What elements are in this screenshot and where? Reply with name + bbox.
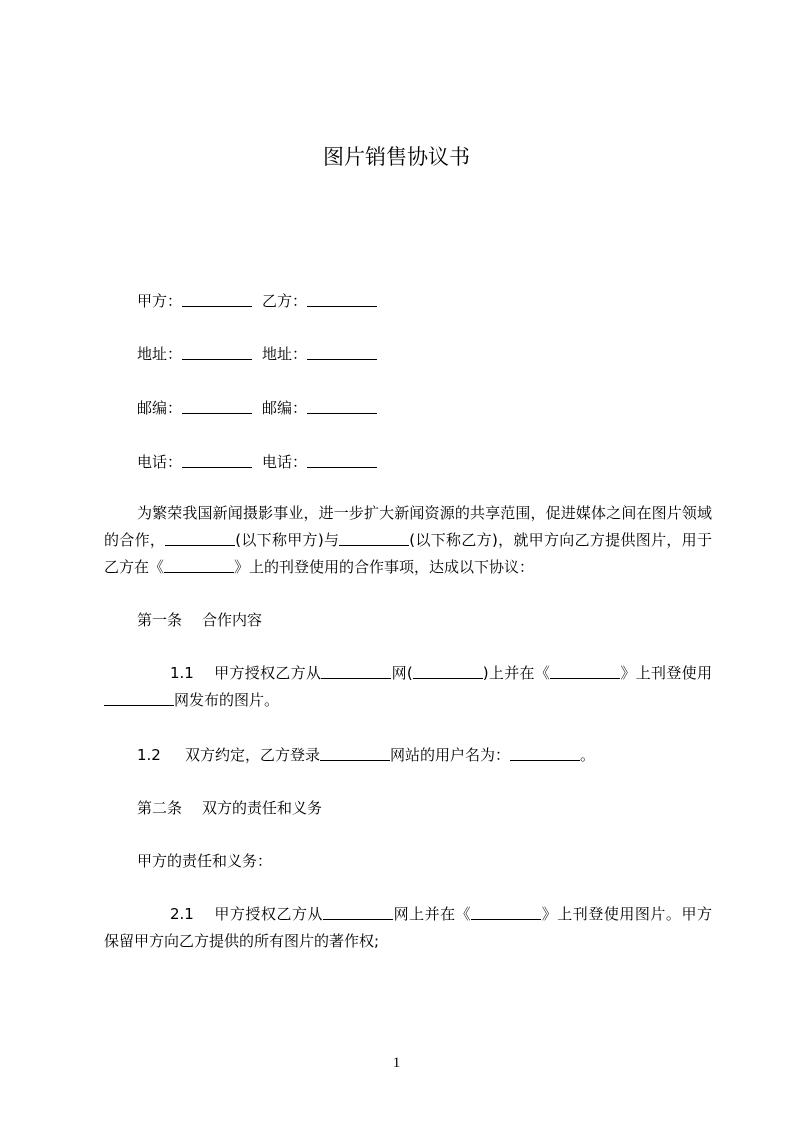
blank [307, 345, 377, 360]
blank [182, 453, 252, 468]
clause-text: 甲方授权乙方从 [213, 664, 322, 682]
party-line-name [137, 290, 377, 312]
clause-1-1 [104, 660, 712, 714]
blank [510, 746, 580, 761]
blank [307, 399, 377, 414]
article-1-heading [137, 609, 262, 631]
party-b-phone-label: 电话： [262, 453, 308, 471]
blank [550, 664, 620, 679]
blank [164, 558, 234, 573]
party-a-phone-label: 电话： [137, 453, 183, 471]
clause-number: 1.2 [137, 746, 161, 764]
blank [165, 531, 235, 546]
clause-number: 2.1 [170, 905, 194, 923]
blank [182, 399, 252, 414]
party-b-name-label: 乙方： [262, 292, 308, 310]
party-a-postcode-label: 邮编： [137, 399, 183, 417]
clause-text: 》上刊登使用 [620, 664, 712, 682]
clause-text: )上并在《 [482, 664, 551, 682]
article-1-number: 第一条 [137, 611, 183, 629]
clause-text: 网上并在《 [393, 905, 472, 923]
clause-number: 1.1 [170, 664, 194, 682]
party-line-postcode [137, 397, 377, 419]
blank [307, 292, 377, 307]
blank [321, 664, 391, 679]
clause-1-2 [137, 744, 595, 766]
intro-text-4: 》上的刊登使用的合作事项，达成以下协议： [234, 558, 535, 576]
blank [320, 746, 390, 761]
party-line-address [137, 343, 377, 365]
article-1-title: 合作内容 [202, 611, 263, 629]
party-a-address-label: 地址： [137, 345, 183, 363]
clause-text: 网站的用户名为： [390, 746, 511, 764]
clause-2-1 [104, 901, 712, 955]
blank [104, 691, 174, 706]
party-a-duties-heading: 甲方的责任和义务： [137, 852, 273, 870]
page-number: 1 [392, 1055, 401, 1071]
article-2-title: 双方的责任和义务 [202, 799, 323, 817]
intro-text-3: (以下称乙方)，就甲方向乙方提供图片，用于乙方在《 [104, 531, 712, 576]
clause-text: 。 [580, 746, 596, 764]
clause-text: 甲方授权乙方从 [213, 905, 324, 923]
blank [182, 292, 252, 307]
intro-text-1: 为繁荣我国新闻摄影事业，进一步扩大新闻资源的共享范围，促进媒体之间在图片领域的合作， [104, 504, 712, 549]
blank [471, 905, 541, 920]
clause-text: 网发布的图片。 [174, 691, 280, 709]
clause-text: 双方约定，乙方登录 [185, 746, 321, 764]
blank [323, 905, 393, 920]
article-2-number: 第二条 [137, 799, 183, 817]
blank [307, 453, 377, 468]
blank [182, 345, 252, 360]
clause-text: 网( [391, 664, 413, 682]
party-b-address-label: 地址： [262, 345, 308, 363]
party-a-name-label: 甲方： [137, 292, 183, 310]
blank [339, 531, 409, 546]
article-2-heading [137, 797, 322, 819]
clause-text: 》上刊登使用图片。甲方保留甲方向乙方提供的所有图片的著作权; [104, 905, 712, 950]
intro-text-2: (以下称甲方)与 [235, 531, 340, 549]
party-line-phone [137, 451, 377, 473]
party-b-postcode-label: 邮编： [262, 399, 308, 417]
intro-paragraph [104, 500, 712, 581]
blank [413, 664, 483, 679]
document-title: 图片销售协议书 [323, 145, 470, 169]
